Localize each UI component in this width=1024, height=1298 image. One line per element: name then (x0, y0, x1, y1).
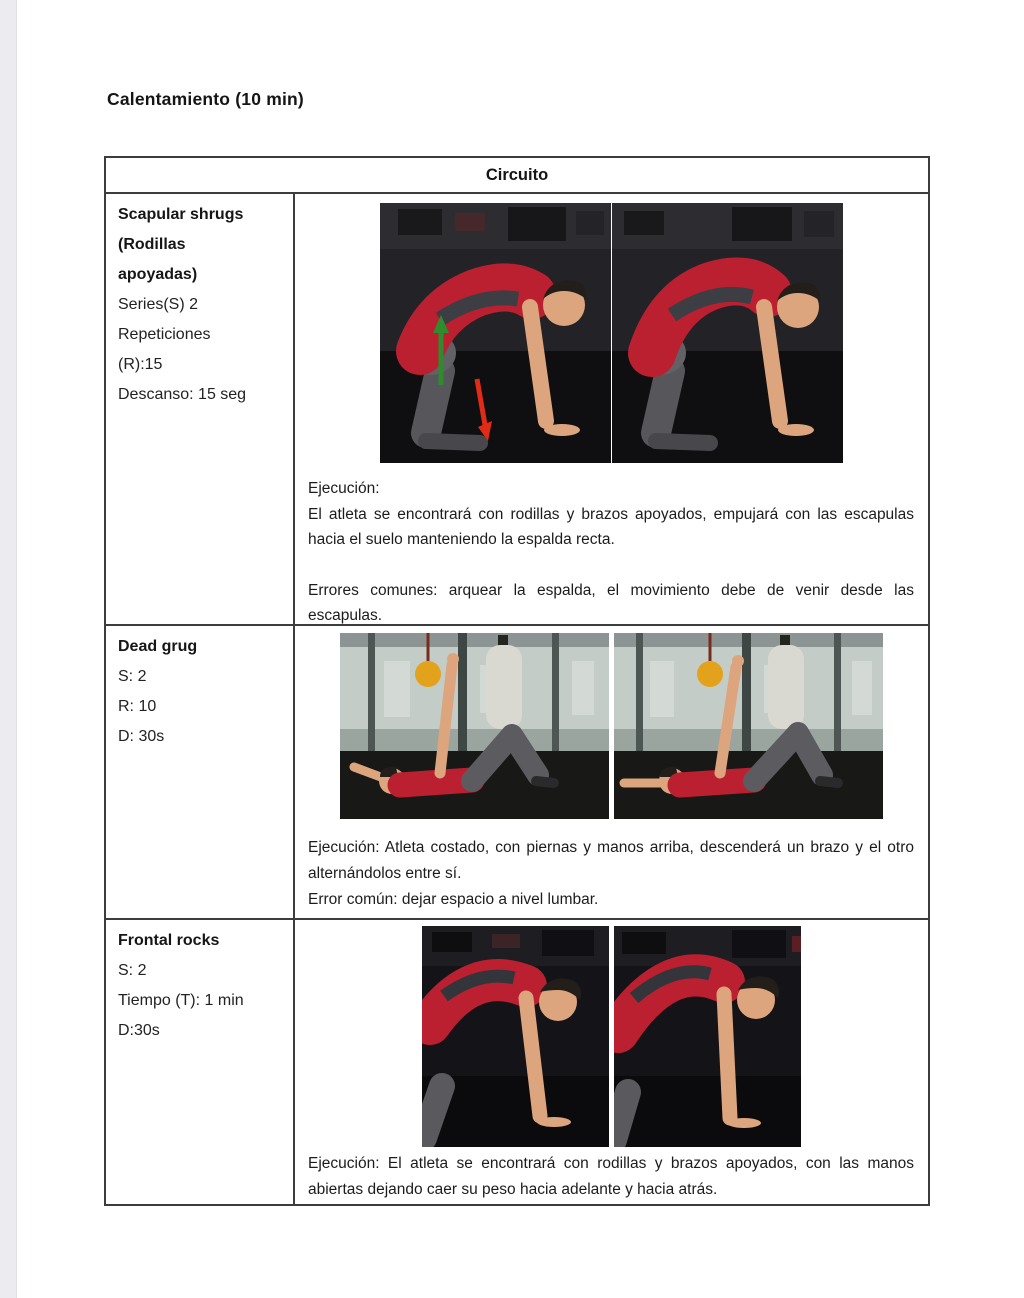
execution-label: Ejecución: (308, 480, 380, 497)
exercise-photo-quadruped-pushed (612, 203, 843, 463)
exercise-name-line: Dead grug (118, 638, 198, 655)
photo-pair (295, 203, 928, 463)
exercise-reps-line: Repeticiones (118, 326, 211, 343)
exercise-series: S: 2 (118, 962, 147, 979)
exercise-name-line: (Rodillas (118, 236, 186, 253)
exercise-reps-line: (R):15 (118, 356, 163, 373)
exercise-demo-cell (295, 626, 928, 918)
table-row (106, 626, 928, 920)
exercise-photo-rock-forward (614, 926, 801, 1147)
exercise-name-line: Frontal rocks (118, 932, 220, 949)
exercise-demo-cell (295, 194, 928, 624)
exercise-info-cell (106, 194, 295, 624)
exercise-rest: D: 30s (118, 728, 165, 745)
exercise-name-line: Scapular shrugs (118, 206, 244, 223)
exercise-reps-line: R: 10 (118, 698, 157, 715)
viewer-edge-strip (0, 0, 17, 1298)
photo-pair (295, 633, 928, 819)
table-header-circuito: Circuito (106, 158, 928, 194)
exercise-rest: D:30s (118, 1022, 160, 1039)
exercise-time: Tiempo (T): 1 min (118, 992, 244, 1009)
exercise-demo-cell (295, 920, 928, 1204)
execution-block (295, 1151, 928, 1203)
exercise-rest: Descanso: 15 seg (118, 386, 247, 403)
common-error-text: Error común: dejar espacio a nivel lumbar. (308, 891, 599, 908)
exercise-photo-deadbug-left (340, 633, 609, 819)
exercise-photo-rock-back (422, 926, 609, 1147)
paragraph-gap (308, 553, 914, 578)
exercise-series: Series(S) 2 (118, 296, 199, 313)
exercise-info-cell (106, 626, 295, 918)
execution-block (295, 476, 928, 624)
execution-text: El atleta se encontrará con rodillas y brazos apoyados, empujará con las escapulas hacia el suelo manteniendo la espalda recta. (308, 505, 914, 548)
execution-text: Ejecución: El atleta se encontrará con rodillas y brazos apoyados, con las manos abiertas dejando caer su peso hacia adelante y hacia atrás. (308, 1155, 914, 1198)
exercise-name-line: apoyadas) (118, 266, 198, 283)
table-row (106, 920, 928, 1204)
execution-block (295, 835, 928, 913)
table-row (106, 194, 928, 626)
execution-text: Ejecución: Atleta costado, con piernas y manos arriba, descenderá un brazo y el otro alternándolos entre sí. (308, 839, 914, 882)
circuit-table (104, 156, 930, 1206)
exercise-series: S: 2 (118, 668, 147, 685)
exercise-photo-deadbug-right (614, 633, 883, 819)
exercise-photo-quadruped-arrows (380, 203, 611, 463)
page-title: Calentamiento (10 min) (107, 89, 304, 109)
photo-pair (295, 926, 928, 1147)
common-errors-text: Errores comunes: arquear la espalda, el movimiento debe de venir desde las escapulas. (308, 581, 914, 624)
exercise-info-cell (106, 920, 295, 1204)
